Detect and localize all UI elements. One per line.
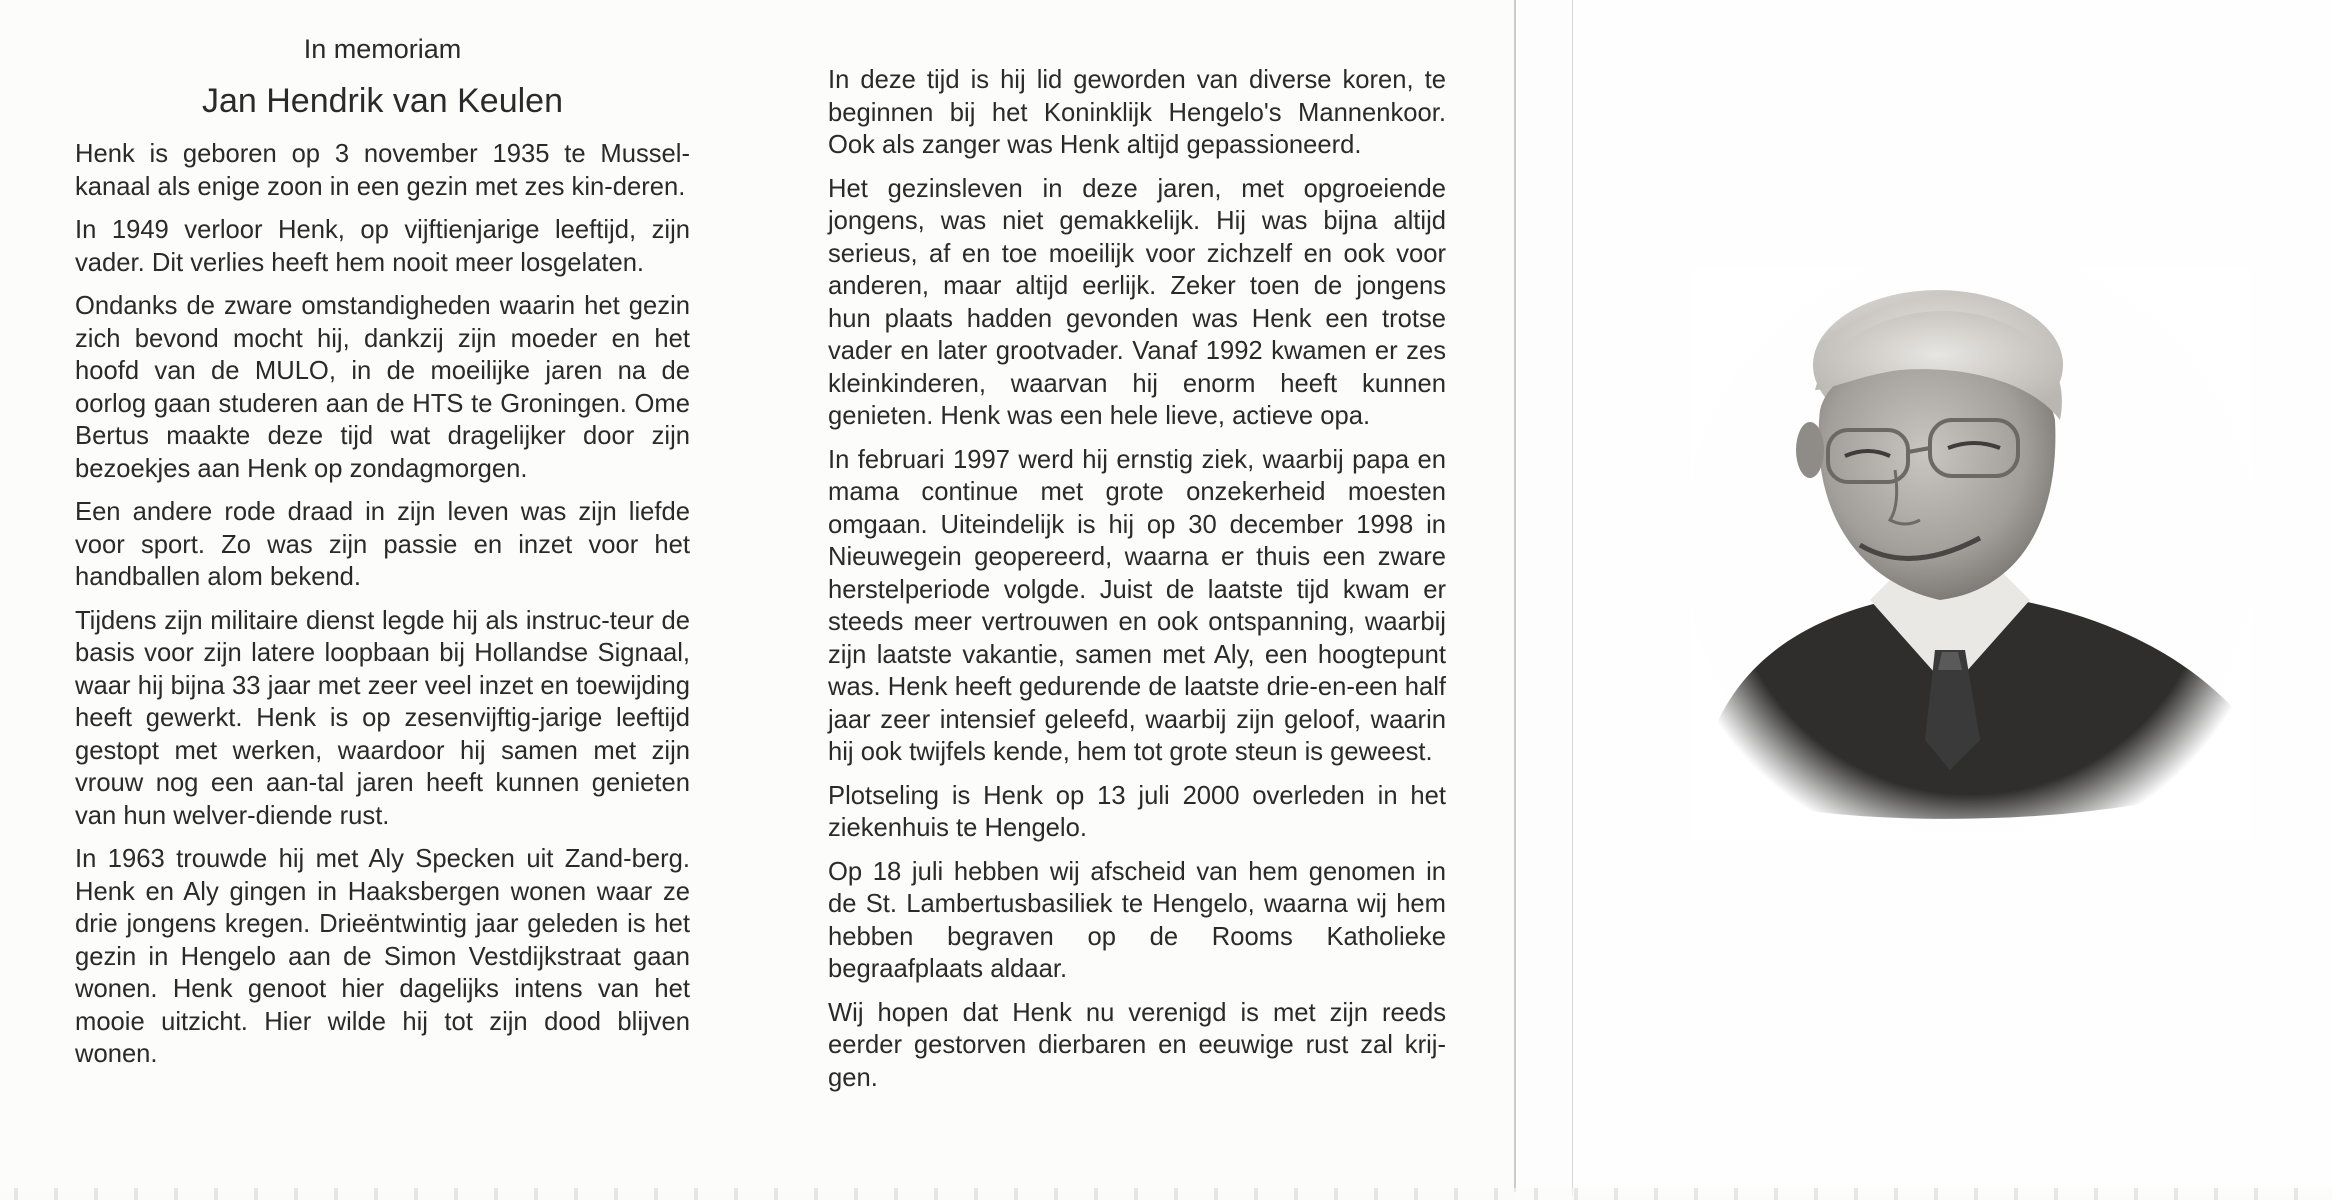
paragraph: Een andere rode draad in zijn leven was zijn liefde voor sport. Zo was zijn passie en inzet voor het handballen alom bekend.	[75, 498, 690, 591]
paragraph: Henk is geboren op 3 november 1935 te Mussel-kanaal als enige zoon in een gezin met zes kin-deren.	[75, 140, 690, 201]
panel-gap	[1516, 0, 1572, 1200]
left-text-column	[75, 138, 690, 1082]
paragraph: In 1963 trouwde hij met Aly Specken uit Zand-berg. Henk en Aly gingen in Haaksbergen wonen waar ze drie jongens kregen. Drieëntwintig jaar geleden is het gezin in Hengelo aan de Simon Vestdijkstraat gaan wonen. Henk genoot hier dagelijks intens van het mooie uitzicht. Hier wilde hij tot zijn dood blijven wonen.	[75, 845, 690, 1068]
paragraph: Plotseling is Henk op 13 juli 2000 overleden in het ziekenhuis te Hengelo.	[828, 781, 1446, 842]
paragraph: Op 18 juli hebben wij afscheid van hem genomen in de St. Lambertusbasiliek te Hengelo, waarna wij hem hebben begraven op de Rooms Katholieke begraafplaats aldaar.	[828, 857, 1446, 983]
paragraph: In februari 1997 werd hij ernstig ziek, waarbij papa en mama continue met grote onzekerheid moesten omgaan. Uiteindelijk is hij op 30 december 1998 in Nieuwegein geopereerd, waarna er thuis een zware herstelperiode volgde. Juist de laatste tijd kwam er steeds meer vertrouwen en ook ontspanning, waarbij zijn laatste vakantie, samen met Aly, een hoogtepunt was. Henk heeft gedurende de laatste drie-en-een half jaar zeer intensief geleefd, waarbij zijn geloof, waarin hij ook twijfels kende, hem tot grote steun is geweest.	[828, 445, 1446, 766]
scan-edge	[0, 1188, 2332, 1200]
paragraph: Wij hopen dat Henk nu verenigd is met zijn reeds eerder gestorven dierbaren en eeuwige rust zal krij-gen.	[828, 998, 1446, 1092]
paragraph: Tijdens zijn militaire dienst legde hij als instruc-teur de basis voor zijn latere loopbaan bij Hollandse Signaal, waar hij bijna 33 jaar met zeer veel inzet en toewijding heeft gewerkt. Henk is op zesenvijftig-jarige leeftijd gestopt met werken, waardoor hij samen met zijn vrouw nog een aan-tal jaren heeft kunnen genieten van hun welver-diende rust.	[75, 606, 690, 830]
right-text-column	[828, 64, 1446, 1105]
paragraph: In 1949 verloor Henk, op vijftienjarige leeftijd, zijn vader. Dit verlies heeft hem nooit meer losgelaten.	[75, 216, 690, 277]
deceased-name: Jan Hendrik van Keulen	[201, 82, 563, 120]
in-memoriam-heading: In memoriam	[303, 34, 462, 64]
portrait-photo	[1690, 270, 2250, 840]
paragraph: In deze tijd is hij lid geworden van diverse koren, te beginnen bij het Koninklijk Hengelo's Mannenkoor. Ook als zanger was Henk altijd gepassioneerd.	[828, 66, 1446, 159]
paragraph: Het gezinsleven in deze jaren, met opgroeiende jongens, was niet gemakkelijk. Hij was bijna altijd serieus, af en toe moeilijk voor zichzelf en ook voor anderen, maar altijd eerlijk. Zeker toen de jongens hun plaats hadden gevonden was Henk een trotse vader en later grootvader. Vanaf 1992 kwamen er zes kleinkinderen, waarvan hij enorm heeft kunnen genieten. Henk was een hele lieve, actieve opa.	[828, 174, 1446, 430]
paragraph: Ondanks de zware omstandigheden waarin het gezin zich bevond mocht hij, dankzij zijn moeder en het hoofd van de MULO, in de moeilijke jaren na de oorlog gaan studeren aan de HTS te Groningen. Ome Bertus maakte deze tijd wat dragelijker door zijn bezoekjes aan Henk op zondagmorgen.	[75, 292, 690, 483]
